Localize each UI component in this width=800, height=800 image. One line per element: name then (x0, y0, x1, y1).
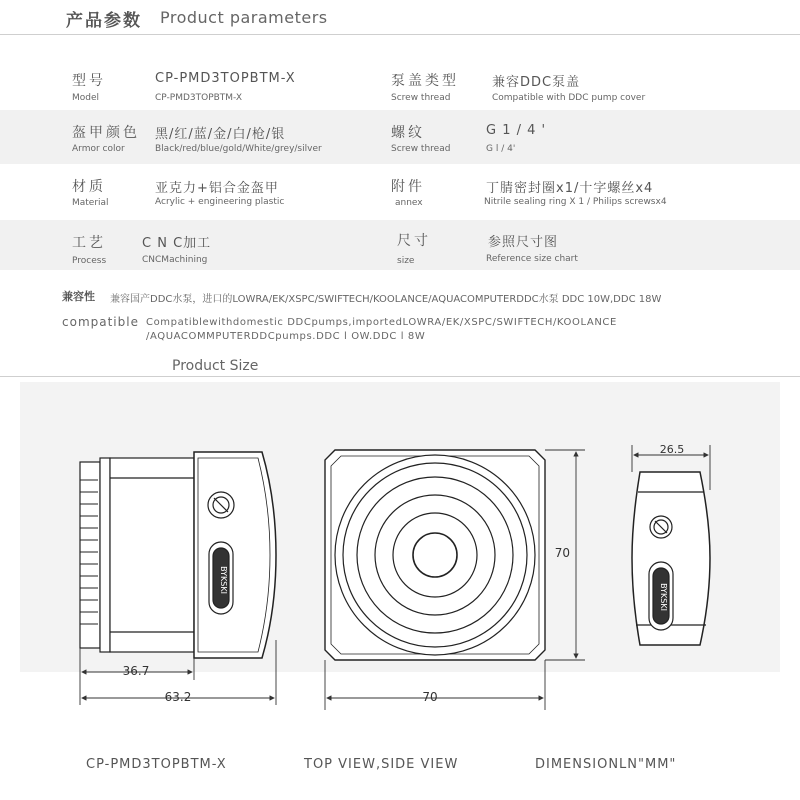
param-label-en: Material (72, 198, 109, 208)
compat-text-en-line2: /AQUACOMMPUTERDDCpumps.DDC l OW.DDC l 8W (146, 331, 426, 342)
param-label-en: Armor color (72, 144, 125, 154)
param-value-cn: CP-PMD3TOPBTM-X (155, 71, 296, 86)
param-value-cn: 亚克力+铝合金盔甲 (155, 181, 279, 196)
dimension-36-7: 36.7 (122, 664, 150, 678)
param-label2-cn: 尺寸 (397, 233, 431, 249)
logo-text-left: BYKSKI (219, 566, 228, 594)
caption-model: CP-PMD3TOPBTM-X (86, 757, 227, 772)
param-label-cn: 盔甲颜色 (72, 125, 140, 141)
param-value2-en: Nitrile sealing ring X 1 / Philips screwsx4 (484, 197, 667, 207)
dimension-63-2: 63.2 (164, 690, 192, 704)
caption-unit: DIMENSIONLN"MM" (535, 757, 677, 772)
logo-text-right: BYKSKI (659, 583, 668, 611)
side-view-left (80, 452, 276, 658)
param-label-cn: 型号 (72, 73, 106, 89)
param-value2-en: G l / 4' (486, 144, 516, 154)
param-value-cn: 黑/红/蓝/金/白/枪/银 (155, 127, 286, 142)
param-label2-cn: 螺纹 (391, 125, 425, 141)
param-value-en: Black/red/blue/gold/White/grey/silver (155, 144, 322, 154)
param-label-en: Process (72, 256, 107, 266)
param-value2-cn: G 1 / 4 ' (486, 123, 547, 138)
compat-label-en: compatible (62, 315, 139, 329)
param-value2-cn: 丁腈密封圈x1/十字螺丝x4 (486, 181, 654, 196)
param-value-en: CNCMachining (142, 255, 208, 265)
param-value-en: CP-PMD3TOPBTM-X (155, 93, 243, 103)
param-label2-en: size (397, 256, 415, 266)
compat-label-cn: 兼容性 (62, 290, 95, 303)
dimension-70-height: 70 (554, 546, 570, 560)
dimension-70-width: 70 (422, 690, 438, 704)
param-value2-cn: 参照尺寸图 (488, 235, 559, 250)
param-label2-cn: 泵盖类型 (391, 73, 459, 89)
top-view (325, 450, 545, 660)
param-label-en: Model (72, 93, 100, 103)
param-label-cn: 工艺 (72, 235, 106, 251)
param-label2-en: Screw thread (391, 93, 451, 103)
param-label2-en: annex (395, 198, 423, 208)
dimension-26-5: 26.5 (659, 443, 685, 456)
compat-text-en-line1: Compatiblewithdomestic DDCpumps,importedLOWRA/EK/XSPC/SWIFTECH/KOOLANCE (146, 317, 617, 328)
caption-views: TOP VIEW,SIDE VIEW (304, 757, 459, 772)
param-value-cn: C N C加工 (142, 236, 212, 251)
product-size-title: Product Size (172, 358, 259, 374)
param-label2-en: Screw thread (391, 144, 451, 154)
param-value-en: Acrylic + engineering plastic (155, 197, 285, 207)
section-title-en: Product parameters (160, 8, 328, 27)
param-label-cn: 材质 (72, 179, 106, 195)
param-value2-cn: 兼容DDC泵盖 (492, 75, 581, 90)
compat-text-cn: 兼容国产DDC水泵，进口的LOWRA/EK/XSPC/SWIFTECH/KOOLANCE/AQUACOMPUTERDDC水泵 DDC 10W,DDC 18W (110, 294, 662, 305)
param-value2-en: Compatible with DDC pump cover (492, 93, 646, 103)
param-value2-en: Reference size chart (486, 254, 578, 264)
param-label2-cn: 附件 (391, 179, 425, 195)
side-view-right (632, 472, 710, 645)
section-title-cn: 产品参数 (66, 11, 142, 31)
